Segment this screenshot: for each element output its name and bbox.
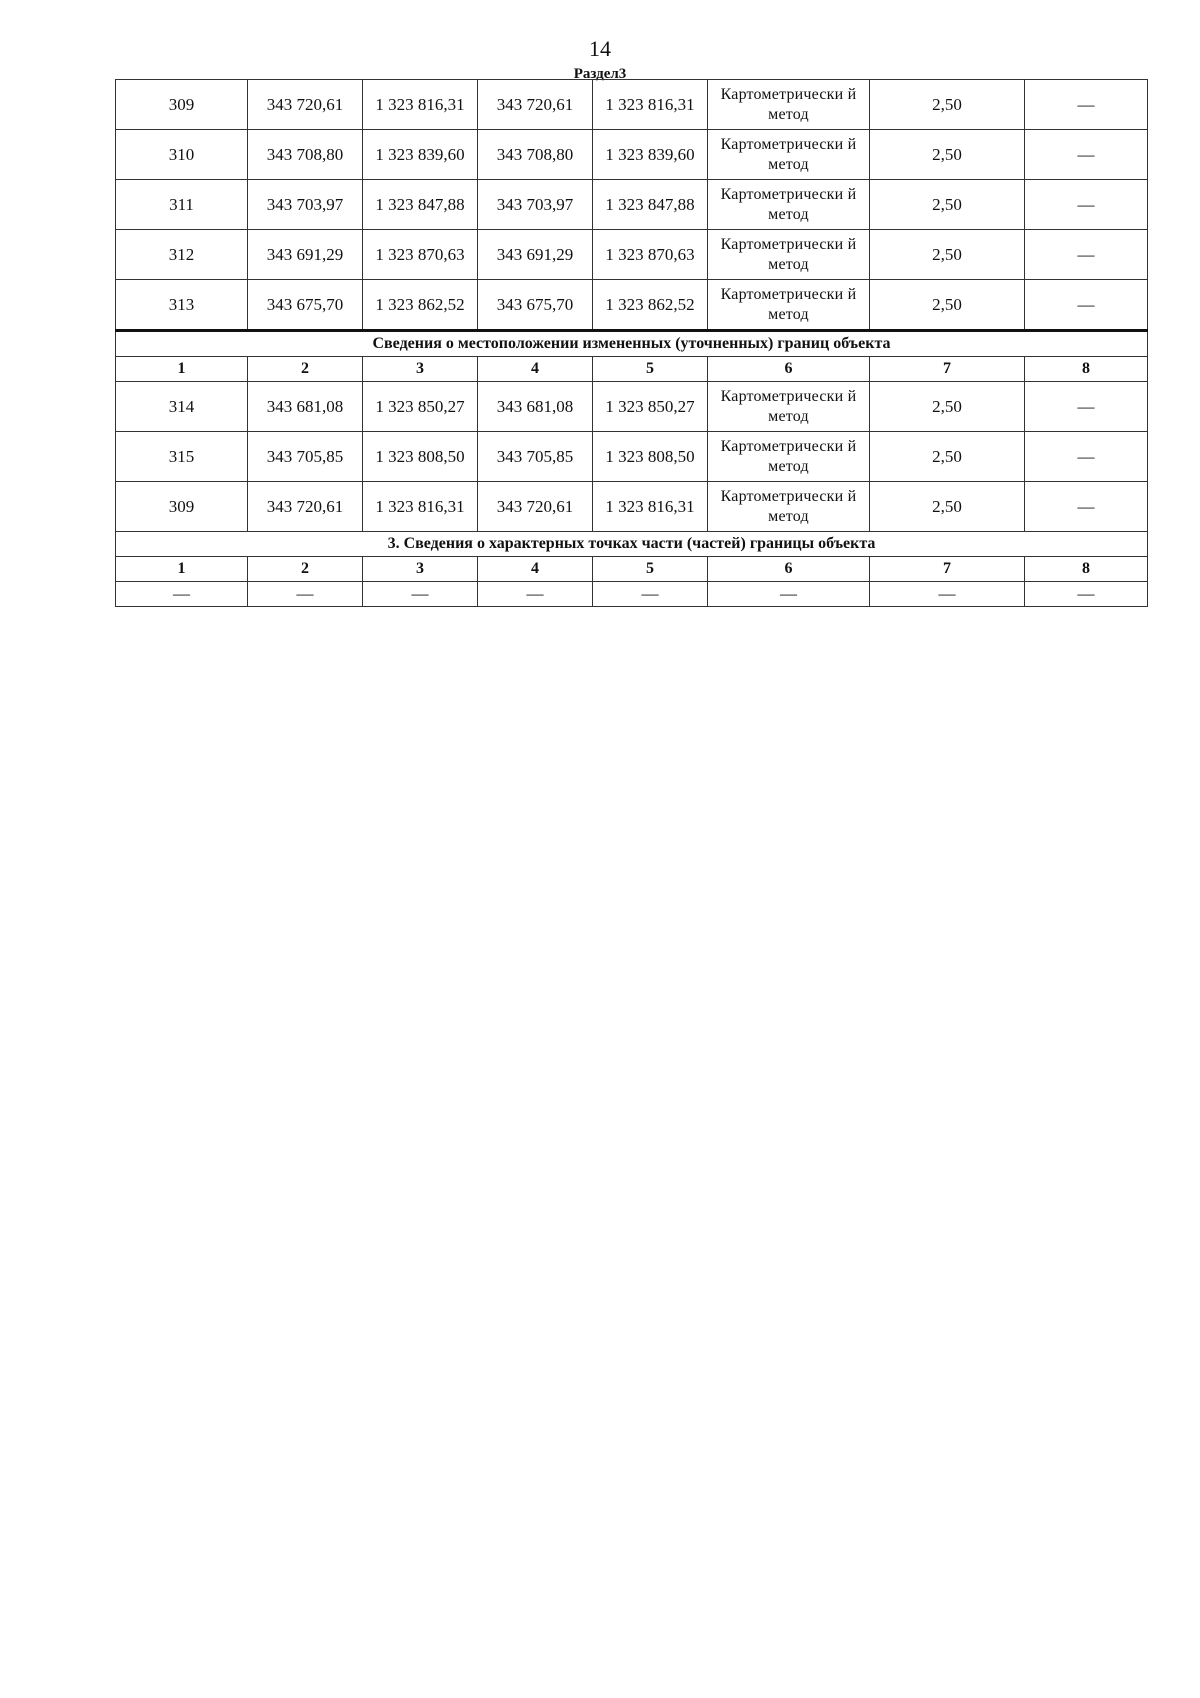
point-number-cell: 315 <box>116 432 248 482</box>
empty-row-cell: — <box>478 582 593 607</box>
x-refined-cell: 343 708,80 <box>478 130 593 180</box>
accuracy-cell: 2,50 <box>870 432 1025 482</box>
column-numbers-cell: 8 <box>1025 357 1148 382</box>
description-cell: — <box>1025 80 1148 130</box>
table-row <box>116 80 1148 130</box>
column-numbers-cell: 5 <box>593 357 708 382</box>
method-cell: Картометрически й метод <box>708 230 870 280</box>
point-number-cell: 310 <box>116 130 248 180</box>
column-numbers-cell: 3 <box>363 357 478 382</box>
column-numbers-cell: 5 <box>593 557 708 582</box>
changed-boundaries-heading-row <box>116 331 1148 357</box>
y-refined-cell: 1 323 808,50 <box>593 432 708 482</box>
x-existing-cell: 343 703,97 <box>248 180 363 230</box>
method-cell: Картометрически й метод <box>708 80 870 130</box>
description-cell: — <box>1025 432 1148 482</box>
table-row <box>116 432 1148 482</box>
column-numbers-cell: 8 <box>1025 557 1148 582</box>
method-cell: Картометрически й метод <box>708 180 870 230</box>
y-existing-cell: 1 323 870,63 <box>363 230 478 280</box>
x-existing-cell: 343 675,70 <box>248 280 363 331</box>
column-numbers-cell: 2 <box>248 557 363 582</box>
point-number-cell: 309 <box>116 482 248 532</box>
boundary-points-table <box>115 79 1148 607</box>
section-label: Раздел3 <box>573 66 627 82</box>
table-body <box>116 80 1148 607</box>
column-numbers-cell: 4 <box>478 557 593 582</box>
empty-row-cell: — <box>870 582 1025 607</box>
changed-boundaries-heading: Сведения о местоположении измененных (уточненных) границ объекта <box>116 331 1148 357</box>
description-cell: — <box>1025 130 1148 180</box>
y-existing-cell: 1 323 850,27 <box>363 382 478 432</box>
x-refined-cell: 343 681,08 <box>478 382 593 432</box>
y-existing-cell: 1 323 816,31 <box>363 80 478 130</box>
column-numbers-cell: 1 <box>116 557 248 582</box>
column-numbers-cell: 1 <box>116 357 248 382</box>
boundary-parts-heading-row <box>116 532 1148 557</box>
description-cell: — <box>1025 180 1148 230</box>
x-existing-cell: 343 691,29 <box>248 230 363 280</box>
y-refined-cell: 1 323 816,31 <box>593 482 708 532</box>
empty-row-cell: — <box>116 582 248 607</box>
accuracy-cell: 2,50 <box>870 180 1025 230</box>
point-number-cell: 311 <box>116 180 248 230</box>
point-number-cell: 309 <box>116 80 248 130</box>
x-refined-cell: 343 703,97 <box>478 180 593 230</box>
description-cell: — <box>1025 382 1148 432</box>
description-cell: — <box>1025 280 1148 331</box>
empty-row-cell: — <box>363 582 478 607</box>
table-row <box>116 130 1148 180</box>
y-refined-cell: 1 323 850,27 <box>593 382 708 432</box>
x-existing-cell: 343 708,80 <box>248 130 363 180</box>
column-numbers <box>116 357 1148 382</box>
column-numbers-cell: 3 <box>363 557 478 582</box>
y-existing-cell: 1 323 847,88 <box>363 180 478 230</box>
accuracy-cell: 2,50 <box>870 130 1025 180</box>
y-existing-cell: 1 323 839,60 <box>363 130 478 180</box>
x-refined-cell: 343 705,85 <box>478 432 593 482</box>
column-numbers-cell: 2 <box>248 357 363 382</box>
boundary-parts-heading: 3. Сведения о характерных точках части (частей) границы объекта <box>116 532 1148 557</box>
column-numbers-cell: 7 <box>870 357 1025 382</box>
method-cell: Картометрически й метод <box>708 130 870 180</box>
table-row <box>116 180 1148 230</box>
empty-row-cell: — <box>1025 582 1148 607</box>
method-cell: Картометрически й метод <box>708 432 870 482</box>
column-numbers-cell: 7 <box>870 557 1025 582</box>
x-existing-cell: 343 720,61 <box>248 80 363 130</box>
column-numbers <box>116 557 1148 582</box>
accuracy-cell: 2,50 <box>870 80 1025 130</box>
y-refined-cell: 1 323 847,88 <box>593 180 708 230</box>
table-row <box>116 482 1148 532</box>
x-refined-cell: 343 675,70 <box>478 280 593 331</box>
accuracy-cell: 2,50 <box>870 230 1025 280</box>
method-cell: Картометрически й метод <box>708 482 870 532</box>
empty-row-cell: — <box>248 582 363 607</box>
y-refined-cell: 1 323 862,52 <box>593 280 708 331</box>
table-row <box>116 280 1148 331</box>
accuracy-cell: 2,50 <box>870 280 1025 331</box>
point-number-cell: 312 <box>116 230 248 280</box>
method-cell: Картометрически й метод <box>708 382 870 432</box>
point-number-cell: 314 <box>116 382 248 432</box>
y-refined-cell: 1 323 839,60 <box>593 130 708 180</box>
empty-row <box>116 582 1148 607</box>
y-refined-cell: 1 323 816,31 <box>593 80 708 130</box>
x-existing-cell: 343 720,61 <box>248 482 363 532</box>
x-refined-cell: 343 720,61 <box>478 80 593 130</box>
column-numbers-cell: 4 <box>478 357 593 382</box>
method-cell: Картометрически й метод <box>708 280 870 331</box>
accuracy-cell: 2,50 <box>870 382 1025 432</box>
table-row <box>116 382 1148 432</box>
empty-row-cell: — <box>708 582 870 607</box>
description-cell: — <box>1025 230 1148 280</box>
point-number-cell: 313 <box>116 280 248 331</box>
page-number: 14 <box>589 36 611 61</box>
column-numbers-cell: 6 <box>708 357 870 382</box>
x-refined-cell: 343 691,29 <box>478 230 593 280</box>
y-existing-cell: 1 323 808,50 <box>363 432 478 482</box>
x-refined-cell: 343 720,61 <box>478 482 593 532</box>
table-row <box>116 230 1148 280</box>
x-existing-cell: 343 705,85 <box>248 432 363 482</box>
x-existing-cell: 343 681,08 <box>248 382 363 432</box>
column-numbers-cell: 6 <box>708 557 870 582</box>
y-existing-cell: 1 323 816,31 <box>363 482 478 532</box>
empty-row-cell: — <box>593 582 708 607</box>
description-cell: — <box>1025 482 1148 532</box>
y-existing-cell: 1 323 862,52 <box>363 280 478 331</box>
accuracy-cell: 2,50 <box>870 482 1025 532</box>
y-refined-cell: 1 323 870,63 <box>593 230 708 280</box>
